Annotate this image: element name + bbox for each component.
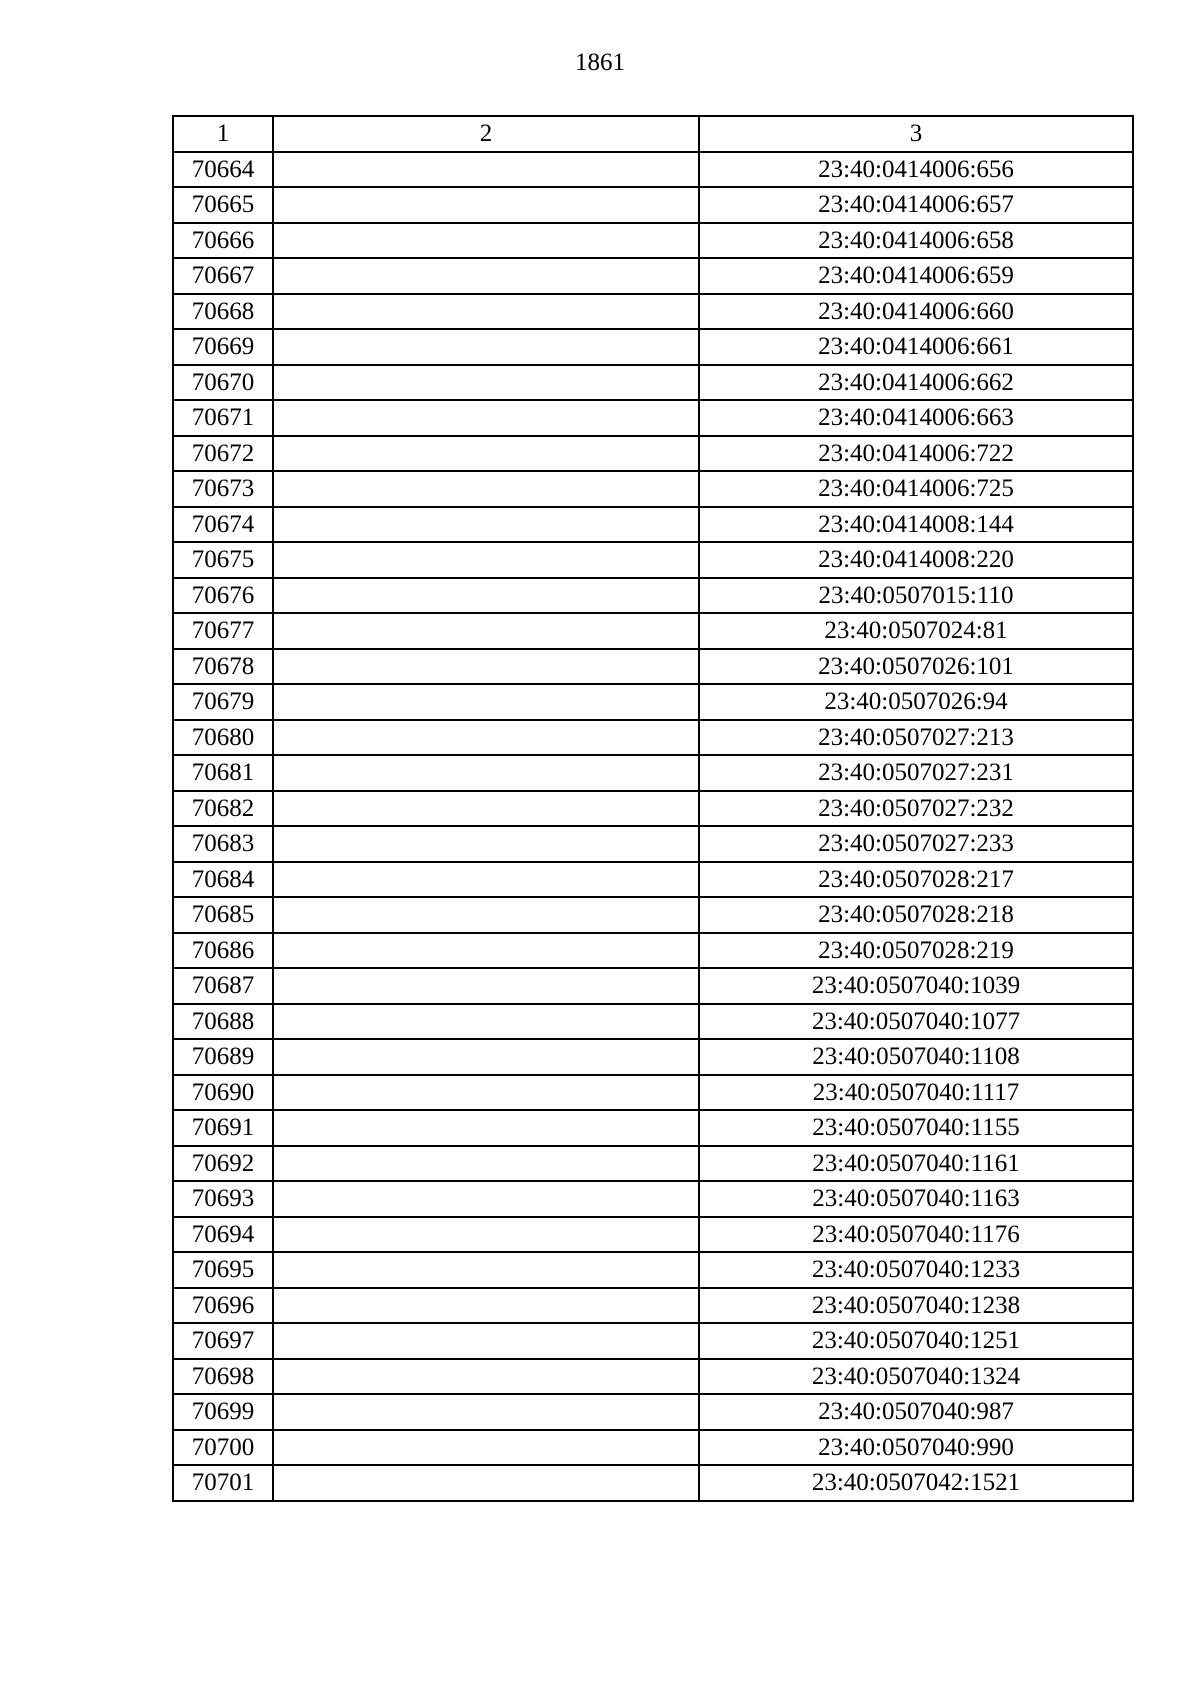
table-row [173, 1075, 1133, 1111]
row-empty-cell [273, 791, 699, 827]
cadastral-number-cell: 23:40:0414006:659 [699, 258, 1133, 294]
table-row [173, 826, 1133, 862]
row-empty-cell [273, 329, 699, 365]
cadastral-number-cell: 23:40:0507027:232 [699, 791, 1133, 827]
table-row [173, 897, 1133, 933]
table-row [173, 1110, 1133, 1146]
table-row [173, 187, 1133, 223]
row-number-cell: 70667 [173, 258, 273, 294]
cadastral-number-cell: 23:40:0507028:217 [699, 862, 1133, 898]
table-row [173, 1323, 1133, 1359]
row-number-cell: 70688 [173, 1004, 273, 1040]
row-empty-cell [273, 187, 699, 223]
row-empty-cell [273, 471, 699, 507]
cadastral-number-cell: 23:40:0414006:725 [699, 471, 1133, 507]
row-empty-cell [273, 1252, 699, 1288]
row-number-cell: 70698 [173, 1359, 273, 1395]
row-empty-cell [273, 1430, 699, 1466]
cadastral-number-cell: 23:40:0507024:81 [699, 613, 1133, 649]
row-number-cell: 70676 [173, 578, 273, 614]
row-number-cell: 70670 [173, 365, 273, 401]
header-cell-2: 2 [273, 116, 699, 152]
row-number-cell: 70700 [173, 1430, 273, 1466]
table-row [173, 471, 1133, 507]
row-empty-cell [273, 294, 699, 330]
row-empty-cell [273, 1394, 699, 1430]
cadastral-number-cell: 23:40:0414006:658 [699, 223, 1133, 259]
cadastral-number-cell: 23:40:0507026:101 [699, 649, 1133, 685]
row-empty-cell [273, 933, 699, 969]
cadastral-number-cell: 23:40:0507040:987 [699, 1394, 1133, 1430]
row-number-cell: 70683 [173, 826, 273, 862]
cadastral-number-cell: 23:40:0414006:660 [699, 294, 1133, 330]
row-empty-cell [273, 400, 699, 436]
table-row [173, 1146, 1133, 1182]
table-row [173, 1004, 1133, 1040]
cadastral-number-cell: 23:40:0507040:1176 [699, 1217, 1133, 1253]
cadastral-number-cell: 23:40:0507040:1161 [699, 1146, 1133, 1182]
cadastral-number-cell: 23:40:0507042:1521 [699, 1465, 1133, 1501]
row-number-cell: 70680 [173, 720, 273, 756]
table-row [173, 684, 1133, 720]
cadastral-number-cell: 23:40:0507028:219 [699, 933, 1133, 969]
row-number-cell: 70690 [173, 1075, 273, 1111]
row-number-cell: 70691 [173, 1110, 273, 1146]
row-number-cell: 70686 [173, 933, 273, 969]
cadastral-number-cell: 23:40:0507026:94 [699, 684, 1133, 720]
table-row [173, 649, 1133, 685]
row-number-cell: 70693 [173, 1181, 273, 1217]
table-row [173, 1465, 1133, 1501]
cadastral-number-cell: 23:40:0507040:1077 [699, 1004, 1133, 1040]
row-empty-cell [273, 365, 699, 401]
table-row [173, 1394, 1133, 1430]
row-empty-cell [273, 755, 699, 791]
row-number-cell: 70694 [173, 1217, 273, 1253]
row-empty-cell [273, 152, 699, 188]
table-row [173, 507, 1133, 543]
row-empty-cell [273, 862, 699, 898]
table-header-row [173, 116, 1133, 152]
row-number-cell: 70666 [173, 223, 273, 259]
row-empty-cell [273, 1075, 699, 1111]
table-row [173, 436, 1133, 472]
cadastral-number-cell: 23:40:0414006:661 [699, 329, 1133, 365]
cadastral-number-cell: 23:40:0414006:657 [699, 187, 1133, 223]
row-empty-cell [273, 436, 699, 472]
table-row [173, 1359, 1133, 1395]
row-empty-cell [273, 1323, 699, 1359]
row-number-cell: 70673 [173, 471, 273, 507]
row-number-cell: 70675 [173, 542, 273, 578]
table-row [173, 258, 1133, 294]
table-row [173, 791, 1133, 827]
cadastral-number-cell: 23:40:0507040:1155 [699, 1110, 1133, 1146]
table-row [173, 365, 1133, 401]
table-row [173, 862, 1133, 898]
row-number-cell: 70664 [173, 152, 273, 188]
table-row [173, 329, 1133, 365]
table-row [173, 933, 1133, 969]
table-row [173, 294, 1133, 330]
cadastral-number-cell: 23:40:0414008:144 [699, 507, 1133, 543]
row-empty-cell [273, 1217, 699, 1253]
row-empty-cell [273, 578, 699, 614]
row-number-cell: 70692 [173, 1146, 273, 1182]
row-empty-cell [273, 1146, 699, 1182]
cadastral-number-cell: 23:40:0414006:656 [699, 152, 1133, 188]
table-row [173, 1288, 1133, 1324]
table-row [173, 613, 1133, 649]
cadastral-number-cell: 23:40:0507040:1039 [699, 968, 1133, 1004]
cadastral-number-cell: 23:40:0507027:233 [699, 826, 1133, 862]
row-number-cell: 70701 [173, 1465, 273, 1501]
row-empty-cell [273, 1004, 699, 1040]
table-row [173, 542, 1133, 578]
cadastral-number-cell: 23:40:0507028:218 [699, 897, 1133, 933]
table-row [173, 720, 1133, 756]
table-row [173, 223, 1133, 259]
cadastral-number-cell: 23:40:0507027:231 [699, 755, 1133, 791]
table-row [173, 152, 1133, 188]
cadastral-number-cell: 23:40:0507040:1238 [699, 1288, 1133, 1324]
cadastral-number-cell: 23:40:0507027:213 [699, 720, 1133, 756]
row-number-cell: 70671 [173, 400, 273, 436]
table-row [173, 1039, 1133, 1075]
header-cell-3: 3 [699, 116, 1133, 152]
row-empty-cell [273, 542, 699, 578]
row-number-cell: 70679 [173, 684, 273, 720]
cadastral-number-cell: 23:40:0414008:220 [699, 542, 1133, 578]
header-cell-1: 1 [173, 116, 273, 152]
cadastral-number-cell: 23:40:0507040:1324 [699, 1359, 1133, 1395]
data-table [172, 115, 1134, 1502]
row-empty-cell [273, 1465, 699, 1501]
row-empty-cell [273, 1181, 699, 1217]
row-empty-cell [273, 1110, 699, 1146]
table-row [173, 1252, 1133, 1288]
cadastral-number-cell: 23:40:0507040:1117 [699, 1075, 1133, 1111]
cadastral-number-cell: 23:40:0507040:1251 [699, 1323, 1133, 1359]
row-number-cell: 70674 [173, 507, 273, 543]
row-empty-cell [273, 720, 699, 756]
cadastral-number-cell: 23:40:0414006:722 [699, 436, 1133, 472]
cadastral-number-cell: 23:40:0507040:990 [699, 1430, 1133, 1466]
row-empty-cell [273, 1288, 699, 1324]
table-row [173, 968, 1133, 1004]
row-number-cell: 70677 [173, 613, 273, 649]
row-empty-cell [273, 223, 699, 259]
row-number-cell: 70669 [173, 329, 273, 365]
row-number-cell: 70684 [173, 862, 273, 898]
row-empty-cell [273, 968, 699, 1004]
table-row [173, 1217, 1133, 1253]
row-number-cell: 70665 [173, 187, 273, 223]
row-number-cell: 70678 [173, 649, 273, 685]
cadastral-number-cell: 23:40:0507040:1233 [699, 1252, 1133, 1288]
table-row [173, 578, 1133, 614]
row-number-cell: 70695 [173, 1252, 273, 1288]
row-empty-cell [273, 258, 699, 294]
row-empty-cell [273, 897, 699, 933]
row-empty-cell [273, 649, 699, 685]
row-number-cell: 70687 [173, 968, 273, 1004]
table-row [173, 400, 1133, 436]
row-number-cell: 70689 [173, 1039, 273, 1075]
row-number-cell: 70668 [173, 294, 273, 330]
page-number: 1861 [575, 49, 625, 76]
cadastral-number-cell: 23:40:0507040:1163 [699, 1181, 1133, 1217]
row-number-cell: 70697 [173, 1323, 273, 1359]
table-row [173, 1181, 1133, 1217]
cadastral-number-cell: 23:40:0507015:110 [699, 578, 1133, 614]
cadastral-number-cell: 23:40:0414006:662 [699, 365, 1133, 401]
row-empty-cell [273, 507, 699, 543]
row-number-cell: 70699 [173, 1394, 273, 1430]
table-row [173, 755, 1133, 791]
row-number-cell: 70681 [173, 755, 273, 791]
row-number-cell: 70685 [173, 897, 273, 933]
row-number-cell: 70696 [173, 1288, 273, 1324]
row-empty-cell [273, 1359, 699, 1395]
row-number-cell: 70672 [173, 436, 273, 472]
table-row [173, 1430, 1133, 1466]
row-empty-cell [273, 613, 699, 649]
cadastral-number-cell: 23:40:0507040:1108 [699, 1039, 1133, 1075]
row-empty-cell [273, 1039, 699, 1075]
table-body [173, 116, 1133, 1501]
cadastral-number-cell: 23:40:0414006:663 [699, 400, 1133, 436]
row-empty-cell [273, 826, 699, 862]
row-number-cell: 70682 [173, 791, 273, 827]
row-empty-cell [273, 684, 699, 720]
